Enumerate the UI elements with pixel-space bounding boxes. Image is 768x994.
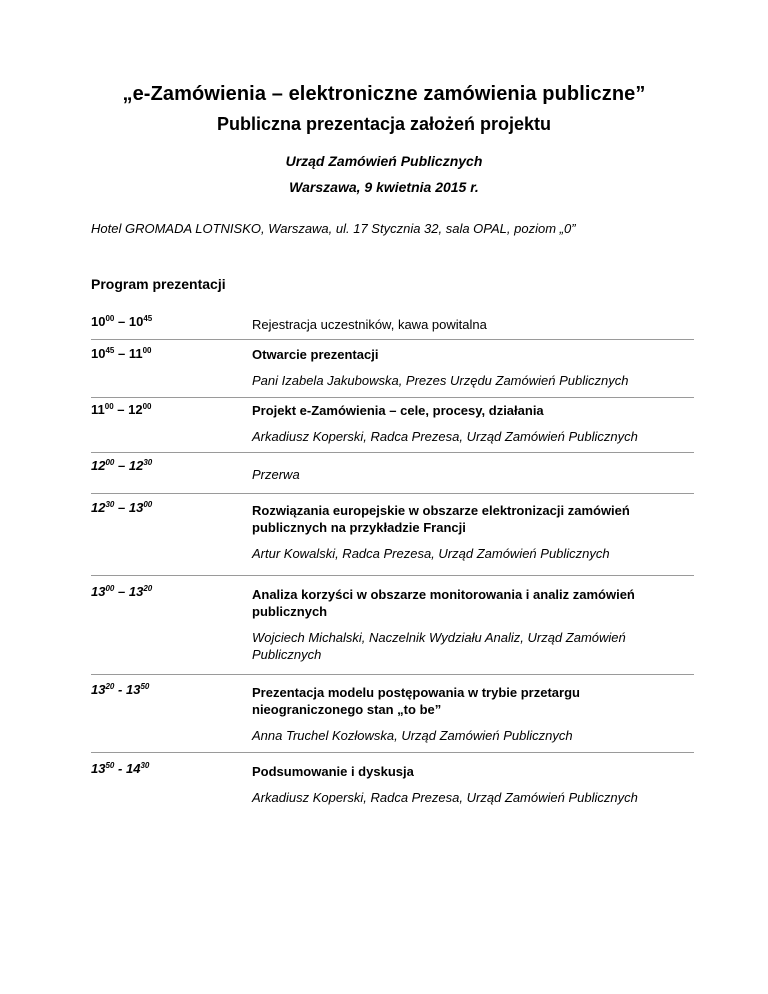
session-presenter: Anna Truchel Kozłowska, Urząd Zamówień Publicznych [252,728,573,743]
start-hour: 10 [91,346,106,361]
session-content [252,684,692,744]
end-minute: 30 [143,458,153,467]
start-hour: 10 [91,314,106,329]
organizer: Urząd Zamówień Publicznych [285,153,483,169]
session-title: Prezentacja modelu postępowania w trybie przetargu nieograniczonego stan „to be” [252,685,580,717]
end-minute: 00 [142,402,152,411]
time-separator: – [118,584,126,599]
session-content [252,316,692,333]
session-presenter: Arkadiusz Koperski, Radca Prezesa, Urząd Zamówień Publicznych [252,429,638,444]
session-presenter: Arkadiusz Koperski, Radca Prezesa, Urząd Zamówień Publicznych [252,790,638,805]
program-row [91,402,694,453]
time-range [91,761,149,776]
program-row [91,458,694,494]
time-range [91,500,152,515]
start-minute: 00 [105,584,115,593]
program-row [91,682,694,753]
end-minute: 50 [140,682,150,691]
time-separator: – [118,500,126,515]
time-range [91,682,149,697]
time-range [91,584,152,599]
end-hour: 10 [128,314,144,329]
program-heading: Program prezentacji [91,276,226,292]
end-minute: 45 [143,314,153,323]
program-row [91,584,694,675]
time-separator: - [118,761,123,776]
session-title: Przerwa [252,467,300,482]
venue: Hotel GROMADA LOTNISKO, Warszawa, ul. 17 Stycznia 32, sala OPAL, poziom „0” [91,221,576,236]
document-subtitle: Publiczna prezentacja założeń projektu [216,114,552,134]
time-range [91,402,152,417]
event-date: Warszawa, 9 kwietnia 2015 r. [289,179,479,195]
start-hour: 11 [91,402,105,417]
program-row [91,346,694,398]
time-separator: – [118,346,126,361]
document-title: „e-Zamówienia – elektroniczne zamówienia publiczne” [122,83,646,105]
end-hour: 14 [125,761,141,776]
session-content [252,586,692,663]
session-presenter: Artur Kowalski, Radca Prezesa, Urząd Zamówień Publicznych [252,546,610,561]
start-hour: 13 [91,682,106,697]
time-range [91,346,152,361]
session-content [252,763,692,806]
start-minute: 00 [105,314,115,323]
start-hour: 13 [91,761,106,776]
start-minute: 20 [105,682,115,691]
session-title: Podsumowanie i dyskusja [252,764,414,779]
start-hour: 12 [91,500,106,515]
end-hour: 13 [128,584,144,599]
end-minute: 20 [143,584,153,593]
session-content [252,402,692,445]
program-row [91,314,694,340]
end-hour: 13 [128,500,144,515]
time-separator: – [117,402,125,417]
start-hour: 12 [91,458,106,473]
end-minute: 00 [143,500,153,509]
end-hour: 12 [128,458,144,473]
session-presenter: Pani Izabela Jakubowska, Prezes Urzędu Zamówień Publicznych [252,373,629,388]
time-range [91,314,152,329]
session-title: Rejestracja uczestników, kawa powitalna [252,317,487,332]
start-minute: 45 [105,346,115,355]
session-content [252,466,692,483]
session-title: Rozwiązania europejskie w obszarze elektronizacji zamówień publicznych na przykładzie Francji [252,503,630,535]
start-minute: 00 [105,458,115,467]
session-title: Analiza korzyści w obszarze monitorowania i analiz zamówień publicznych [252,587,635,619]
end-minute: 00 [142,346,152,355]
start-minute: 30 [105,500,115,509]
start-minute: 00 [104,402,114,411]
session-presenter: Wojciech Michalski, Naczelnik Wydziału Analiz, Urząd Zamówień Publicznych [252,630,626,662]
time-separator: - [118,682,123,697]
end-hour: 12 [128,402,143,417]
end-minute: 30 [140,761,150,770]
program-row [91,761,694,806]
start-hour: 13 [91,584,106,599]
end-hour: 13 [125,682,141,697]
end-hour: 11 [128,346,143,361]
time-separator: – [118,314,126,329]
start-minute: 50 [105,761,115,770]
time-range [91,458,152,473]
session-content [252,502,692,562]
session-content [252,346,692,389]
time-separator: – [118,458,126,473]
session-title: Otwarcie prezentacji [252,347,379,362]
program-row [91,500,694,576]
session-title: Projekt e-Zamówienia – cele, procesy, działania [252,403,544,418]
